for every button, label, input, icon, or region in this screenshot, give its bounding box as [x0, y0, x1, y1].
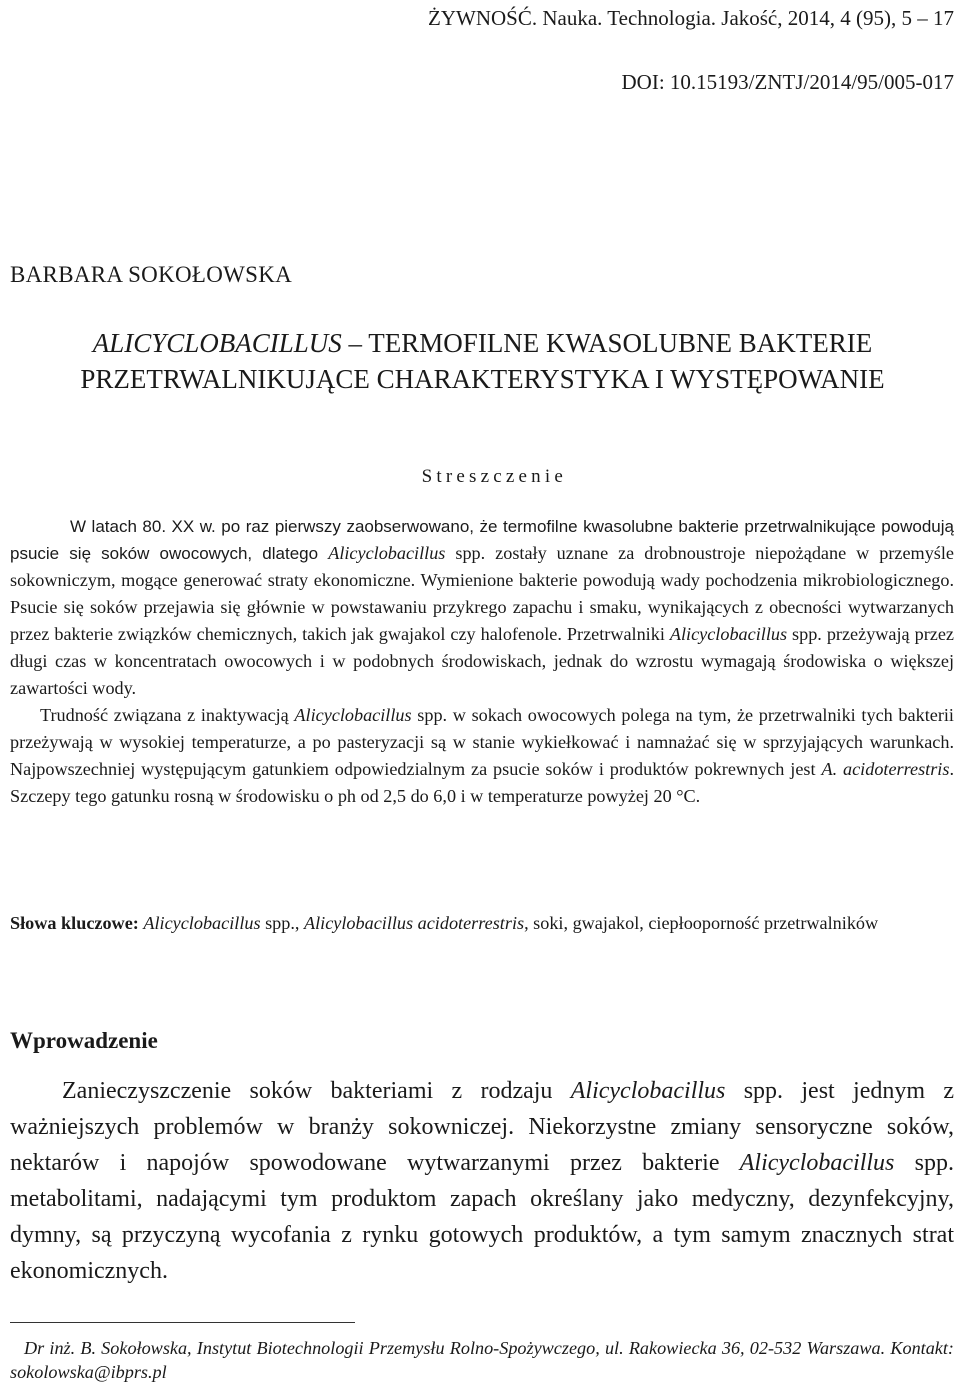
abstract-text: W latach 80. XX w. po raz pierwszy zaobserwowano, że termofilne kwasolubne bakterie przetrwalnikujące powodują psucie się soków owocowych, dlatego	[10, 517, 954, 563]
keywords-label: Słowa kluczowe:	[10, 913, 139, 933]
title-genus: ALICYCLOBACILLUS	[92, 328, 342, 358]
abstract-text: spp. zostały uznane za drobnoustroje niepożądane w przemyśle sokowniczym, mogące generować straty ekonomiczne. Wymienione bakterie powodują wady pochodzenia mikrobiologicznego. Psucie się soków przejawia się głównie w powstawaniu przykrego zapachu i smaku, wynikających z obecności wytwarzanych przez bakterie związków chemicznych, takich jak gwajakol czy halofenole. Przetrwalniki	[10, 543, 954, 644]
intro-text: Zanieczyszczenie soków bakteriami z rodzaju	[62, 1078, 571, 1104]
footnote-divider	[10, 1322, 355, 1323]
species-name: A. acidoterrestris	[821, 759, 950, 779]
doi-line: DOI: 10.15193/ZNTJ/2014/95/005-017	[621, 70, 954, 94]
abstract-heading: Streszczenie	[421, 466, 567, 487]
intro-paragraph	[10, 1073, 954, 1289]
keyword-separator: ,	[294, 913, 304, 933]
genus-name: Alicyclobacillus	[328, 543, 446, 563]
article-title	[10, 325, 955, 397]
footnote-text: Dr inż. B. Sokołowska, Instytut Biotechnologii Przemysłu Rolno-Spożywczego, ul. Rakowiecka 36, 02-532 Warszawa. Kontakt: sokolowska@ibprs.pl	[10, 1338, 954, 1382]
genus-name: Alicyclobacillus	[669, 624, 788, 644]
intro-text: spp. jest jednym z ważniejszych problemów w branży sokowniczej. Niekorzystne zmiany sensoryczne soków, nektarów i napojów spowodowane wytwarzanymi przez bakterie	[10, 1078, 954, 1176]
intro-body	[10, 1073, 954, 1289]
section-title: Wprowadzenie	[10, 1028, 158, 1053]
keyword-species: Alicylobacillus acidoterrestris	[304, 913, 525, 933]
intro-text: spp. metabolitami, nadającymi tym produktom zapach określany jako medyczny, dezynfekcyjny, dymny, są przyczyną wycofania z rynku gotowych produktów, a tym samym znacznych strat ekonomicznych.	[10, 1150, 954, 1284]
keyword-text: spp.	[260, 913, 295, 933]
keyword-genus: Alicyclobacillus	[143, 913, 261, 933]
abstract-text: spp. w sokach owocowych polega na tym, że przetrwalniki tych bakterii przeżywają w wysokiej temperaturze, a po pasteryzacji są w stanie wykiełkować i namnażać się w sprzyjających warunkach. Najpowszechniej występującym gatunkiem odpowiedzialnym za psucie soków i produktów pokrewnych jest	[10, 705, 954, 779]
keyword-text: , soki, gwajakol, ciepłooporność przetrwalników	[524, 913, 879, 933]
abstract-text: Trudność związana z inaktywacją	[40, 705, 295, 725]
abstract-paragraph-2	[10, 702, 954, 810]
genus-name: Alicyclobacillus	[294, 705, 412, 725]
abstract-text: . Szczepy tego gatunku rosną w środowisku o ph od 2,5 do 6,0 i w temperaturze powyżej 20 °C.	[10, 759, 954, 806]
genus-name: Alicyclobacillus	[739, 1150, 895, 1176]
title-rest: – TERMOFILNE KWASOLUBNE BAKTERIE PRZETRWALNIKUJĄCE CHARAKTERYSTYKA I WYSTĘPOWANIE	[80, 328, 885, 394]
abstract-body	[10, 513, 954, 810]
abstract-paragraph-1	[10, 513, 954, 702]
author-footnote	[10, 1336, 954, 1384]
keywords	[10, 910, 954, 937]
journal-citation: ŻYWNOŚĆ. Nauka. Technologia. Jakość, 2014, 4 (95), 5 – 17	[428, 6, 954, 30]
genus-name: Alicyclobacillus	[570, 1078, 726, 1104]
author-name: BARBARA SOKOŁOWSKA	[10, 262, 293, 287]
abstract-text: spp. przeżywają przez długi czas w koncentratach owocowych i w podobnych środowiskach, jednak do wzrostu wymagają środowiska o większej zawartości wody.	[10, 624, 954, 698]
